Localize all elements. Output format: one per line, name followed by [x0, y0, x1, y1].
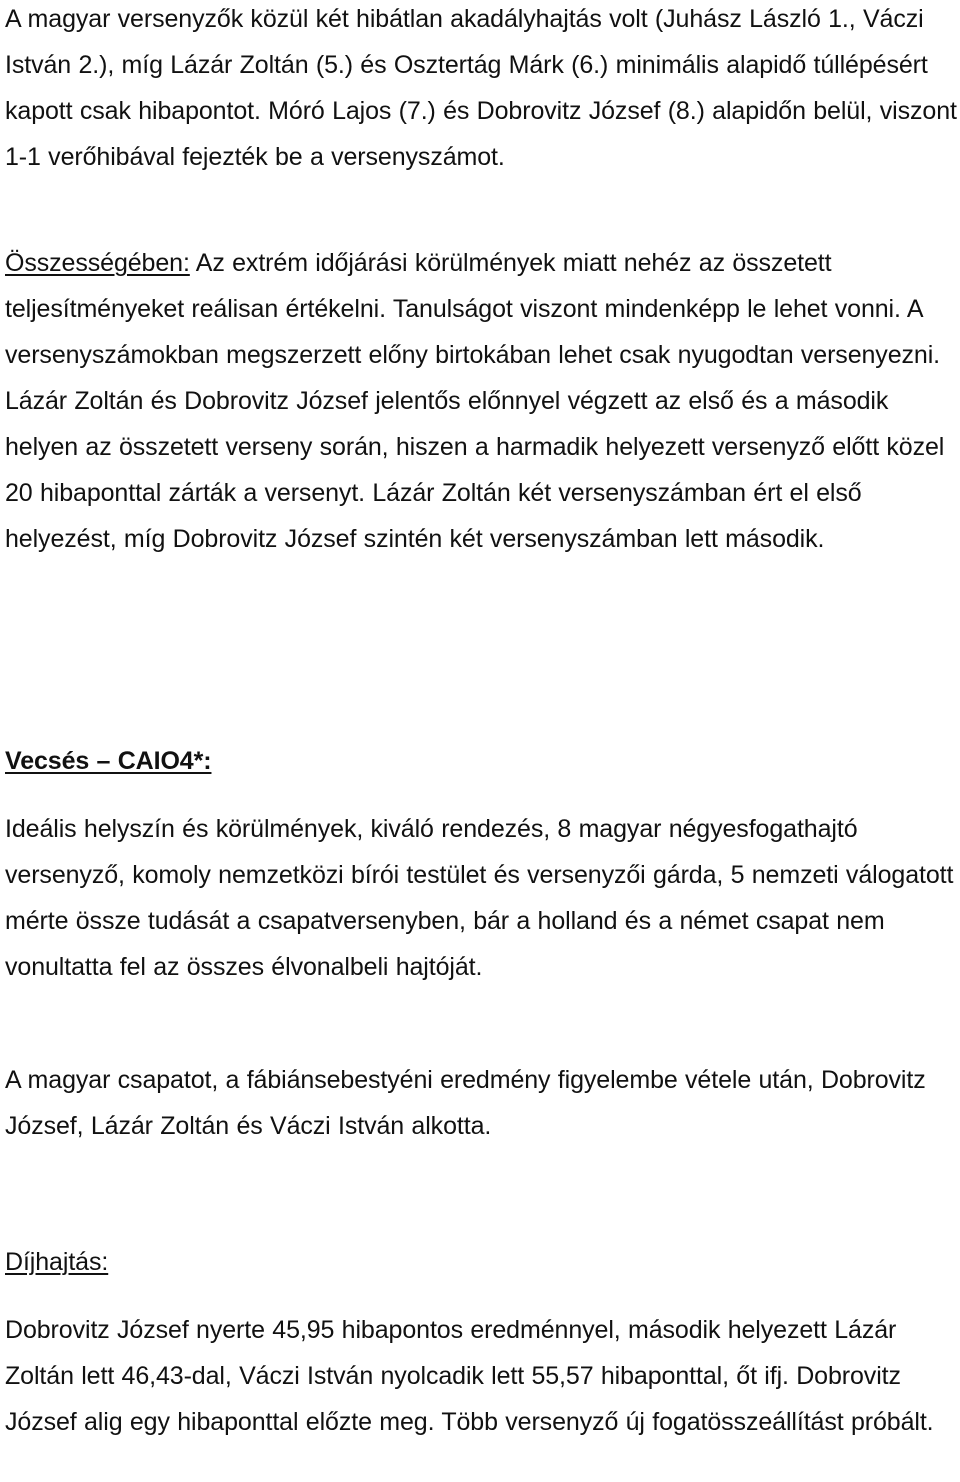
summary-paragraph — [5, 240, 957, 562]
summary-text: Az extrém időjárási körülmények miatt nehéz az összetett teljesítményeket reálisan értékelni. Tanulságot viszont mindenképp le lehet vonni. A versenyszámokban megszerzett előny birtokában lehet csak nyugodtan versenyezni. Lázár Zoltán és Dobrovitz József jelentős előnnyel végzett az első és a második helyen az összetett verseny során, hiszen a harmadik helyezett versenyző előtt közel 20 hibaponttal zárták a versenyt. Lázár Zoltán két versenyszámban ért el első helyezést, míg Dobrovitz József szintén két versenyszámban lett második. — [5, 249, 945, 553]
dijhajtas-paragraph: Dobrovitz József nyerte 45,95 hibapontos eredménnyel, második helyezett Lázár Zoltán lett 46,43-dal, Váczi István nyolcadik lett 55,57 hibaponttal, őt ifj. Dobrovitz József alig egy hibaponttal előzte meg. Több versenyző új fogatösszeállítást próbált. — [5, 1316, 934, 1436]
dijhajtas-heading: Díjhajtás: — [5, 1248, 109, 1276]
summary-label: Összességében: — [5, 249, 190, 277]
team-paragraph: A magyar csapatot, a fábiánsebestyéni eredmény figyelembe vétele után, Dobrovitz József, Lázár Zoltán és Váczi István alkotta. — [5, 1066, 926, 1140]
vecses-heading: Vecsés – CAIO4*: — [5, 747, 212, 775]
vecses-paragraph: Ideális helyszín és körülmények, kiváló rendezés, 8 magyar négyesfogathajtó versenyző, komoly nemzetközi bírói testület és versenyzői gárda, 5 nemzeti válogatott mérte össze tudását a csapatversenyben, bár a holland és a német csapat nem vonultatta fel az összes élvonalbeli hajtóját. — [5, 815, 954, 981]
results-paragraph: A magyar versenyzők közül két hibátlan akadályhajtás volt (Juhász László 1., Váczi István 2.), míg Lázár Zoltán (5.) és Osztertág Márk (6.) minimális alapidő túllépésért kapott csak hibapontot. Móró Lajos (7.) és Dobrovitz József (8.) alapidőn belül, viszont 1-1 verőhibával fejezték be a versenyszámot. — [5, 5, 957, 171]
